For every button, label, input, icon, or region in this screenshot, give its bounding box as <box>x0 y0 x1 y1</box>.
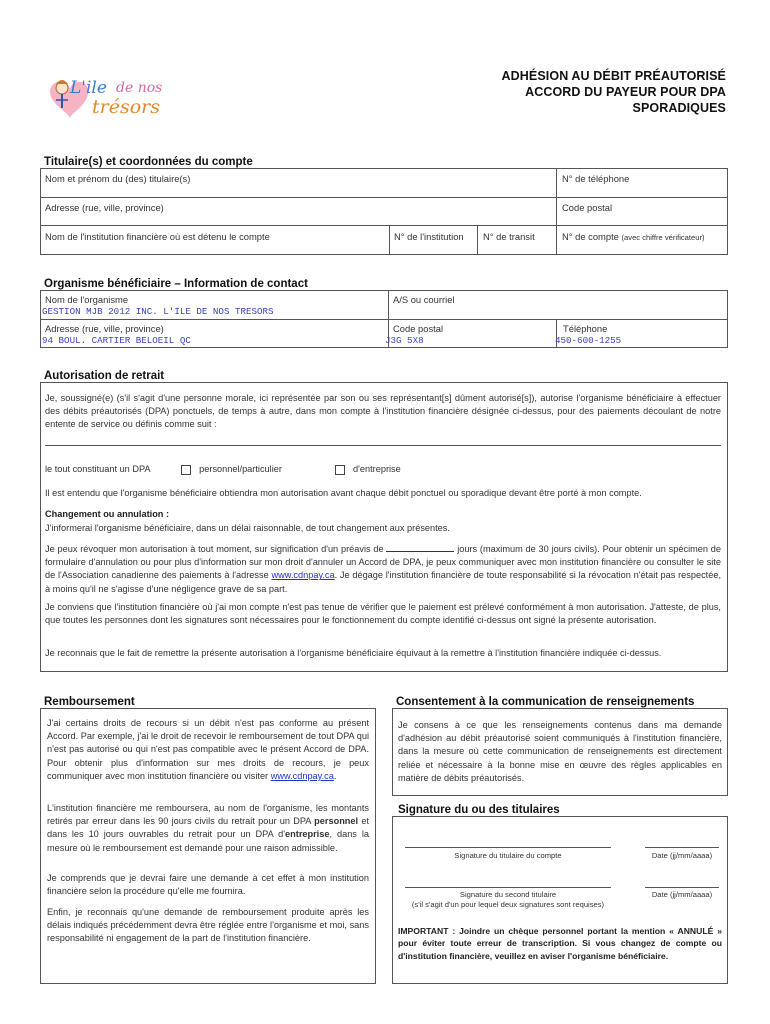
auth-dpa-type-row <box>45 463 721 476</box>
change-heading: Changement ou annulation : <box>45 509 170 519</box>
title-line-3: SPORADIQUES <box>632 101 726 115</box>
auth-box <box>40 382 728 672</box>
important-text: Joindre un chèque personnel portant la mention « ANNULÉ » pour éviter toute erreur de transcription. Si vous changez de compte ou d'institution financière, veuillez en aviser l'organisme bénéficiaire. <box>398 926 722 961</box>
holder-signature-label: Signature du titulaire du compte <box>454 851 562 860</box>
logo-text-3: trésors <box>92 96 160 118</box>
refund-paragraph-1 <box>47 717 369 783</box>
signature-box <box>392 816 728 984</box>
business-checkbox[interactable] <box>335 465 345 475</box>
holder-date-label: Date (jj/mm/aaaa) <box>651 851 713 860</box>
refund-paragraph-3: Je comprends que je devrai faire une demande à cet effet à mon institution financière selon la procédure qu'elle me fournira. <box>47 873 369 897</box>
auth-total-label: le tout constituant un DPA <box>45 464 151 474</box>
second-signature-label: Signature du second titulaire <box>459 890 557 899</box>
refund-box <box>40 708 376 984</box>
refund-p2-bold-personal: personnel <box>314 816 359 827</box>
personal-option-label: personnel/particulier <box>199 464 282 474</box>
refund-heading: Remboursement <box>44 696 135 708</box>
divider <box>41 225 727 226</box>
important-label: IMPORTANT : <box>398 926 456 936</box>
logo-text-1: L'ile <box>70 78 107 98</box>
transit-number-label: N° de transit <box>483 231 535 242</box>
org-email-label: A/S ou courriel <box>393 294 455 305</box>
refund-cdnpay-link[interactable]: www.cdnpay.ca <box>270 770 334 781</box>
holder-phone-label: N° de téléphone <box>562 173 630 184</box>
account-number-label <box>562 231 705 242</box>
title-line-1: ADHÉSION AU DÉBIT PRÉAUTORISÉ <box>501 69 726 83</box>
holder-institution-label: Nom de l'institution financière où est détenu le compte <box>45 231 270 242</box>
logo-text-2: de nos <box>116 80 163 96</box>
refund-p2-a: L'institution financière me remboursera, au nom de l'organisme, les montants retirés par erreur dans les 90 jours civils du retrait pour un DPA <box>47 803 369 827</box>
auth-paragraph-4 <box>45 543 721 596</box>
consent-box <box>392 708 728 796</box>
auth-define-line[interactable] <box>45 445 721 446</box>
cdnpay-link[interactable]: www.cdnpay.ca <box>271 570 335 581</box>
signature-heading: Signature du ou des titulaires <box>398 804 560 816</box>
org-phone-label: Téléphone <box>563 323 608 334</box>
consent-paragraph: Je consens à ce que les renseignements contenus dans ma demande d'adhésion au débit préautorisé soient communiqués à l'institution financière, dans la mesure où cette communication de renseignements est directement reliée et nécessaire à la bonne mise en œuvre des règles applicables en matière de débits préautorisés. <box>398 720 722 783</box>
holder-address-label: Adresse (rue, ville, province) <box>45 202 164 213</box>
refund-p2-c: , dans la mesure où le remboursement est demandé pour une raison admissible. <box>47 829 369 853</box>
holders-heading: Titulaire(s) et coordonnées du compte <box>44 156 253 168</box>
refund-paragraph-4: Enfin, je reconnais qu'une demande de remboursement produite après les délais indiqués précédemment devra être réglée entre l'organisme et moi, sans responsabilité ni engagement de la part de l'institution financière. <box>47 907 369 944</box>
divider <box>477 225 478 255</box>
account-label-text: N° de compte <box>562 231 619 242</box>
second-signature-note: (s'il s'agit d'un pour lequel deux signatures sont requises) <box>411 900 605 909</box>
org-name-label: Nom de l'organisme <box>45 294 129 305</box>
refund-text-a: J'ai certains droits de recours si un débit n'est pas conforme au présent Accord. Par exemple, j'ai le droit de recevoir le remboursement de tout DPA qui n'est pas autorisé ou qui n'est pas compatible avec le présent Accord de DPA. Pour obtenir plus d'information sur mes droits de recours, je peux communiquer avec mon institution financière ou visiter <box>47 718 369 781</box>
org-address-label: Adresse (rue, ville, province) <box>45 323 164 334</box>
auth-heading: Autorisation de retrait <box>44 370 165 382</box>
org-heading: Organisme bénéficiaire – Information de contact <box>44 278 308 290</box>
institution-number-label: N° de l'institution <box>394 231 464 242</box>
refund-p2-b: et dans les 10 jours ouvrables du retrait pour un DPA d' <box>47 816 369 840</box>
org-address-field[interactable]: 94 BOUL. CARTIER BELOEIL QC <box>42 335 191 346</box>
revocation-text-c: . Je dégage l'institution financière de toute responsabilité si la révocation n'était pas respectée, à moins qu'il ne s'agisse d'une négligence grave de sa part. <box>45 570 721 594</box>
auth-paragraph-3: J'informerai l'organisme bénéficiaire, dans un délai raisonnable, de tout changement aux présentes. <box>45 523 450 533</box>
notice-days-field[interactable] <box>386 543 454 552</box>
second-date-label: Date (jj/mm/aaaa) <box>651 890 713 899</box>
divider <box>41 319 727 320</box>
important-note <box>398 925 722 962</box>
second-signature-line[interactable] <box>405 887 611 888</box>
holder-postal-label: Code postal <box>562 202 613 213</box>
org-name-field[interactable]: GESTION MJB 2012 INC. L'ILE DE NOS TRESORS <box>42 306 274 317</box>
org-phone-field[interactable]: 450-600-1255 <box>555 335 622 346</box>
refund-paragraph-2 <box>47 802 369 855</box>
personal-checkbox[interactable] <box>181 465 191 475</box>
holder-name-label: Nom et prénom du (des) titulaire(s) <box>45 173 191 184</box>
revocation-text-a: Je peux révoquer mon autorisation à tout moment, sur signification d'un préavis de <box>45 544 384 554</box>
document-title <box>502 68 726 116</box>
divider <box>556 169 557 255</box>
account-note: (avec chiffre vérificateur) <box>621 233 705 242</box>
holders-box <box>40 168 728 255</box>
holder-date-line[interactable] <box>645 847 719 848</box>
revocation-text-b: jours (maximum de 30 jours civils). Pour obtenir un spécimen de formulaire d'annulation ou pour plus d'information sur mon droit d'annuler un Accord de DPA, je peux communiquer avec mon institution financière ou consulter le site de l'Association canadienne des paiements à l'adresse <box>45 544 721 581</box>
auth-paragraph-1: Je, soussigné(e) (s'il s'agit d'une personne morale, ici représentée par son ou ses représentant[s] dûment autorisé[s]), autorise l'organisme bénéficiaire à effectuer des débits préautorisés (DPA) ponctuels, de temps à autre, dans mon compte à l'institution financière désignée ci-dessus, pour des paiements découlant de notre entente de service ou définis comme suit : <box>45 393 721 430</box>
refund-text-b: . <box>333 770 337 781</box>
second-date-line[interactable] <box>645 887 719 888</box>
title-line-2: ACCORD DU PAYEUR POUR DPA <box>525 85 726 99</box>
org-box <box>40 290 728 348</box>
auth-paragraph-6: Je reconnais que le fait de remettre la présente autorisation à l'organisme bénéficiaire équivaut à la remettre à l'institution financière indiquée ci-dessus. <box>45 648 662 658</box>
holder-signature-line[interactable] <box>405 847 611 848</box>
auth-paragraph-5: Je conviens que l'institution financière où j'ai mon compte n'est pas tenue de vérifier que le paiement est prélevé conformément à mon autorisation. J'atteste, de plus, que toutes les personnes dont les signatures sont nécessaires pour le fonctionnement du compte identifié ci-dessus ont signé la présente autorisation. <box>45 602 721 626</box>
org-postal-label: Code postal <box>393 323 444 334</box>
divider <box>389 225 390 255</box>
org-postal-field[interactable]: J3G 5X8 <box>385 335 424 346</box>
consent-heading: Consentement à la communication de renseignements <box>396 696 695 708</box>
refund-p2-bold-business: entreprise <box>285 829 330 840</box>
business-option-label: d'entreprise <box>353 464 401 474</box>
logo <box>40 70 180 120</box>
auth-paragraph-2: Il est entendu que l'organisme bénéficiaire obtiendra mon autorisation avant chaque débit ponctuel ou sporadique devant être porté à mon compte. <box>45 488 642 498</box>
divider <box>41 197 727 198</box>
